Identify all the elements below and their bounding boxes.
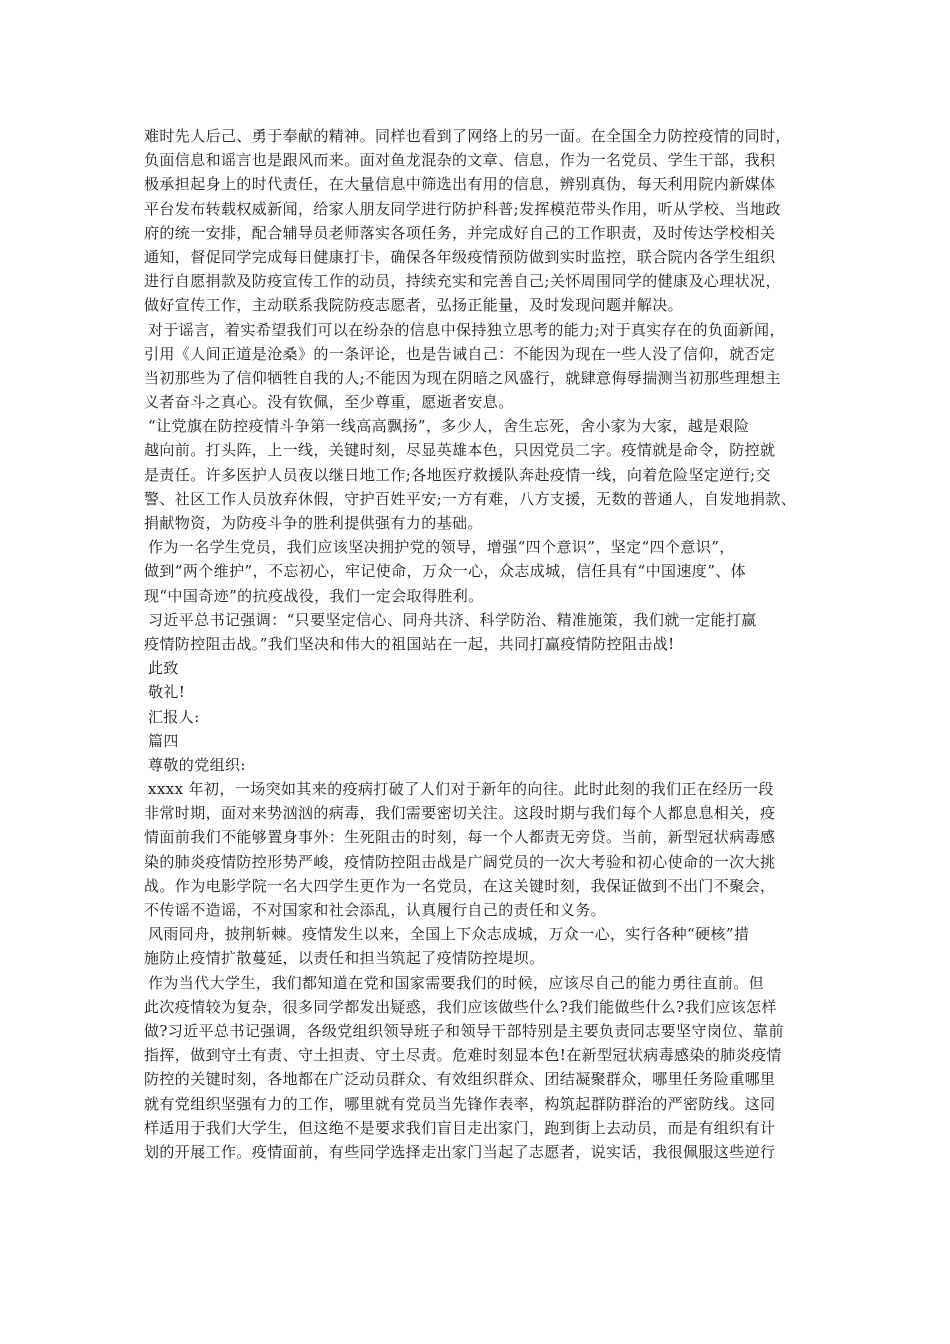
text-line: “让党旗在防控疫情斗争第一线高高飘扬”，多少人，舍生忘死，舍小家为大家，越是艰险 xyxy=(148,417,750,436)
text-line: 习近平总书记强调：“只要坚定信心、同舟共济、科学防治、精准施策，我们就一定能打赢 xyxy=(148,610,757,629)
text-line: 引用《人间正道是沧桑》的一条评论，也是告诫自己：不能因为现在一些人没了信仰，就否定 xyxy=(144,344,776,363)
text-line: 作为一名学生党员，我们应该坚决拥护党的领导，增强“四个意识”，坚定“四个意识”， xyxy=(148,538,735,557)
text-line: 划的开展工作。疫情面前，有些同学选择走出家门当起了志愿者，说实话，我很佩服这些逆行 xyxy=(144,1142,776,1161)
text-line: 风雨同舟，披荆斩棘。疫情发生以来，全国上下众志成城，万众一心，实行各种“硬核”措 xyxy=(148,925,750,944)
text-line: 指挥，做到守土有责、守土担责、守土尽责。危难时刻显本色!在新型冠状病毒感染的肺炎疫情 xyxy=(144,1046,782,1065)
text-line: 负面信息和谣言也是跟风而来。面对鱼龙混杂的文章、信息，作为一名党员、学生干部，我积 xyxy=(144,151,776,170)
document-body xyxy=(144,124,816,1164)
text-line: 样适用于我们大学生，但这绝不是要求我们盲目走出家门，跑到街上去动员，而是有组织有计 xyxy=(144,1118,776,1137)
text-line: 做到“两个维护”，不忘初心，牢记使命，万众一心，众志成城，信任具有“中国速度”、体 xyxy=(144,562,747,581)
text-line: 平台发布转载权威新闻，给家人朋友同学进行防护科普;发挥模范带头作用，听从学校、当地政 xyxy=(144,199,781,218)
text-line: 情面前我们不能够置身事外：生死阻击的时刻，每一个人都责无旁贷。当前，新型冠状病毒感 xyxy=(144,828,776,847)
text-line: 做?习近平总书记强调，各级党组织领导班子和领导干部特别是主要负责同志要坚守岗位、靠前 xyxy=(144,1021,784,1040)
text-line: 作为当代大学生，我们都知道在党和国家需要我们的时候，应该尽自己的能力勇往直前。但 xyxy=(148,973,765,992)
text-line: 不传谣不造谣，不对国家和社会添乱，认真履行自己的责任和义务。 xyxy=(144,901,607,919)
text-line: 进行自愿捐款及防疫宣传工作的动员，持续充实和完善自己;关怀周围同学的健康及心理状况， xyxy=(144,272,781,291)
text-line: 越向前。打头阵，上一线，关键时刻，尽显英雄本色，只因党员二字。疫情就是命令，防控就 xyxy=(144,441,776,460)
text-line: 极承担起身上的时代责任，在大量信息中筛选出有用的信息，辨别真伪，每天利用院内新媒体 xyxy=(144,175,776,194)
text-line: xxxx 年初，一场突如其来的疫病打破了人们对于新年的向往。此时此刻的我们正在经历一段 xyxy=(148,780,774,799)
text-line: 做好宣传工作，主动联系我院防疫志愿者，弘扬正能量，及时发现问题并解决。 xyxy=(144,296,684,315)
text-line: 此致 xyxy=(148,659,179,678)
text-line: 就有党组织坚强有力的工作，哪里就有党员当先锋作表率，构筑起群防群治的严密防线。这同 xyxy=(144,1094,776,1113)
text-line: 警、社区工作人员放弃休假，守护百姓平安;一方有难，八方支援，无数的普通人，自发地捐款、 xyxy=(144,489,797,508)
text-line: 通知，督促同学完成每日健康打卡，确保各年级疫情预防做到实时监控，联合院内各学生组织 xyxy=(144,247,776,266)
text-line: 篇四 xyxy=(148,731,179,750)
text-line: 捐献物资，为防疫斗争的胜利提供强有力的基础。 xyxy=(144,514,483,532)
text-line: 府的统一安排，配合辅导员老师落实各项任务，并完成好自己的工作职责，及时传达学校相关 xyxy=(144,223,776,242)
text-line: 非常时期，面对来势汹汹的病毒，我们需要密切关注。这段时期与我们每个人都息息相关，疫 xyxy=(144,804,776,823)
text-line: 敬礼! xyxy=(148,683,186,702)
text-line: 此次疫情较为复杂，很多同学都发出疑惑，我们应该做些什么?我们能做些什么?我们应该怎样 xyxy=(144,997,777,1016)
text-line: 尊敬的党组织: xyxy=(148,755,246,774)
text-line: 现“中国奇迹”的抗疫战役，我们一定会取得胜利。 xyxy=(144,586,484,605)
text-line: 难时先人后己、勇于奉献的精神。同样也看到了网络上的另一面。在全国全力防控疫情的同时， xyxy=(144,127,791,145)
text-line: 是责任。许多医护人员夜以继日地工作;各地医疗救援队奔赴疫情一线，向着危险坚定逆行;交 xyxy=(144,465,771,484)
text-line: 疫情防控阻击战。”我们坚决和伟大的祖国站在一起，共同打赢疫情防控阻击战! xyxy=(144,634,675,653)
text-line: 义者奋斗之真心。没有钦佩，至少尊重，愿逝者安息。 xyxy=(144,393,514,412)
text-line: 施防止疫情扩散蔓延，以责任和担当筑起了疫情防控堤坝。 xyxy=(144,949,545,968)
text-line: 染的肺炎疫情防控形势严峻，疫情防控阻击战是广阔党员的一次大考验和初心使命的一次大挑 xyxy=(144,852,776,871)
text-line: 对于谣言，着实希望我们可以在纷杂的信息中保持独立思考的能力;对于真实存在的负面新闻， xyxy=(148,320,785,339)
text-line: 当初那些为了信仰牺牲自我的人;不能因为现在阴暗之风盛行，就肆意侮辱揣测当初那些理想主 xyxy=(144,368,781,387)
text-line: 汇报人: xyxy=(148,707,200,726)
text-line: 防控的关键时刻，各地都在广泛动员群众、有效组织群众、团结凝聚群众，哪里任务险重哪里 xyxy=(144,1070,776,1089)
text-line: 战。作为电影学院一名大四学生更作为一名党员，在这关键时刻，我保证做到不出门不聚会， xyxy=(144,876,776,895)
